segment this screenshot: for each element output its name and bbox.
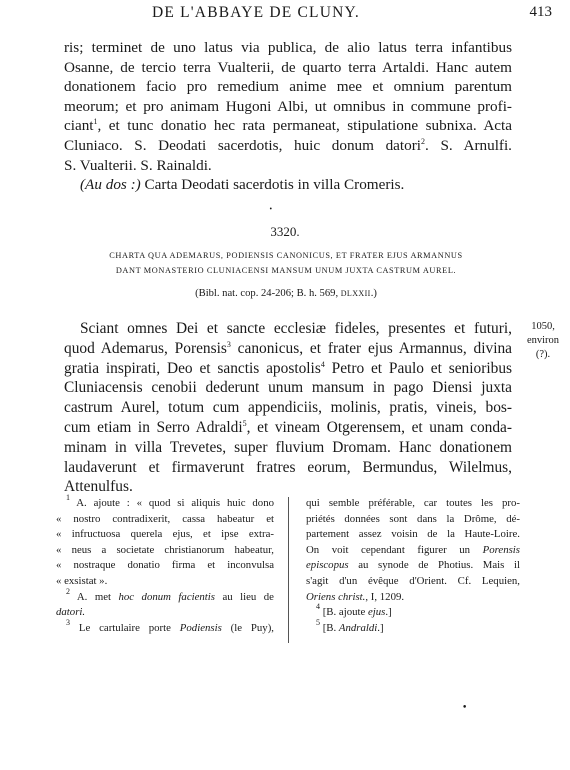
text-line: meorum; et pro animam Hugoni Albi, ut omnibus in commune profi- (64, 97, 512, 115)
text-line: laudaverunt et firmaverunt fratres eorum, Bermundus, Wilelmus, (64, 458, 512, 476)
column-divider (288, 497, 289, 643)
footnote-italic: ejus (367, 606, 386, 619)
footnote-ref: 1 (93, 117, 98, 127)
footnote-line: s'agit d'un évêque d'Orient. Cf. Lequien, (306, 574, 520, 587)
footnote-5 (306, 617, 520, 637)
footnote-number: 2 (66, 586, 70, 596)
footnote-line: qui semble préférable, car toutes les pro- (306, 497, 520, 509)
footnote-text: Le cartulaire porte (78, 621, 180, 634)
footnote-text: au lieu de (215, 590, 274, 603)
footnote-line: « nostro contradixerit, cassa habeatur et (56, 512, 274, 525)
margin-date-year: 1050, (531, 321, 555, 332)
text-fragment: , et vineam Otgerensem, et unam conda- (246, 418, 512, 436)
footnote-text: A. met (76, 590, 119, 603)
footnote-3 (56, 617, 275, 637)
footnote-line (306, 590, 520, 606)
footnote-line: datori. (56, 606, 86, 619)
footnote-text: A. ajoute : « quod si aliquis huic dono (76, 497, 274, 509)
text-line: donationem facio pro remedium anime mee et omnium parentum (64, 78, 512, 96)
text-fragment: quod Ademarus, Porensis (64, 339, 227, 357)
dorse-label: (Au dos :) (80, 176, 141, 194)
footnote-4 (306, 602, 520, 621)
charter-title (66, 248, 506, 278)
footnote-1 (56, 493, 274, 512)
running-title: DE L'ABBAYE DE CLUNY. (152, 4, 360, 21)
text-line (64, 418, 512, 438)
footnote-line: priétés données sont dans la Drôme, dé- (306, 512, 520, 525)
text-line (64, 116, 512, 136)
footnote-line: « exsistat ». (56, 574, 108, 587)
charter-number: 3320. (270, 224, 300, 239)
text-fragment: canonicus, et frater ejus Armannus, divina (230, 339, 513, 357)
footnote-number: 4 (316, 602, 320, 612)
footnote-italic: episcopus (306, 559, 349, 572)
text-fragment: gratia inspirati, Deo et sanctis apostolis (64, 359, 321, 377)
footnote-italic: Oriens christ. (306, 590, 366, 603)
text-line: ris; terminet de uno latus via publica, de alio latus terra infantibus (64, 39, 512, 56)
footnotes-right-column (306, 496, 520, 636)
text-line: minam in villa Trevetes, super fluvium Dromam. Hanc donationem (64, 438, 512, 456)
separator-dot: • (269, 206, 273, 213)
footnote-line (306, 558, 520, 574)
charter-title-line: CHARTA QUA ADEMARUS, PODIENSIS CANONICUS, ET FRATER EJUS ARMANNUS (109, 251, 463, 260)
footnote-2 (56, 586, 274, 606)
dorse-note (64, 175, 512, 195)
text-line: Attenulfus. (64, 478, 133, 496)
text-line (64, 339, 512, 359)
footnote-text: On voit cependant figurer un (306, 543, 483, 556)
text-line: Osanne, de tercio terra Vualterii, de quarto terra Artaldi. Hanc autem (64, 58, 512, 76)
footnote-text: .] (385, 606, 392, 619)
source-text: (Bibl. nat. cop. 24-206; B. h. 569, (195, 288, 341, 299)
source-reference (66, 288, 506, 299)
footnotes-left-column (56, 493, 275, 636)
footnote-ref: 2 (421, 136, 426, 146)
page-number: 413 (529, 4, 552, 20)
text-line: castrum Aurel, totum cum appendiciis, molinis, pratis, vineis, bos- (64, 399, 512, 417)
footnote-line: partement assez voisin de la Haute-Loire. (306, 528, 520, 541)
footnote-number: 1 (66, 493, 70, 502)
margin-date (521, 320, 565, 362)
text-line (64, 136, 512, 156)
text-fragment: . S. Arnulfi. (425, 136, 512, 154)
previous-charter-text (64, 38, 512, 195)
charter-text (64, 319, 512, 497)
ink-mark: • (462, 703, 468, 713)
text-line (64, 359, 512, 379)
footnote-text: au synode de Photius. Mais il (348, 559, 520, 572)
text-line: Sciant omnes Dei et sancte ecclesiæ fideles, presentes et futuri, (80, 320, 512, 337)
footnote-number: 5 (316, 617, 320, 627)
footnote-line (306, 543, 520, 559)
footnote-italic: Podiensis (179, 621, 222, 634)
text-line: S. Vualterii. S. Rainaldi. (64, 156, 212, 174)
footnote-text: .] (377, 621, 384, 634)
footnote-line: « nostraque donatio firma et inconvulsa (56, 559, 274, 572)
footnote-number: 3 (66, 617, 70, 627)
footnote-italic: Porensis (482, 543, 520, 556)
footnote-text: [B. ajoute (322, 606, 368, 619)
text-fragment: , et tunc donatio hec rata permaneat, stipulatione subnixa. Acta (97, 117, 512, 135)
footnote-line: « neus a societate christianorum habeatur, (56, 543, 274, 556)
source-text-end: .) (370, 288, 377, 299)
text-line: Cluniacensis cenobii dederunt unum mansum in pago Diensi juxta (64, 379, 512, 397)
footnote-ref: 4 (320, 359, 325, 369)
text-fragment: Cluniaco. S. Deodati sacerdotis, huic donum datori (64, 136, 422, 154)
text-fragment: Petro et Paulo et senioribus (324, 359, 512, 377)
footnote-text: , I, 1209. (365, 590, 405, 603)
footnote-italic: hoc donum facientis (118, 590, 215, 603)
footnote-text: (le Puy), (221, 621, 275, 634)
dorse-text: Carta Deodati sacerdotis in villa Cromeris. (140, 176, 405, 194)
text-fragment: ciant (64, 117, 94, 135)
footnote-line: « infructuosa querela ejus, et ipse extra- (56, 528, 274, 541)
source-roman-number: DLXXII (340, 289, 371, 298)
footnote-ref: 5 (242, 418, 247, 428)
running-head (52, 0, 552, 26)
margin-date-qualifier: environ (?). (526, 335, 560, 360)
footnote-text: [B. (322, 621, 339, 634)
footnote-ref: 3 (226, 339, 231, 349)
footnote-italic: Andraldi (338, 621, 378, 634)
charter-title-line: DANT MONASTERIO CLUNIACENSI MANSUM UNUM JUXTA CASTRUM AUREL. (115, 266, 457, 275)
text-fragment: cum etiam in Serro Adraldi (64, 418, 243, 436)
